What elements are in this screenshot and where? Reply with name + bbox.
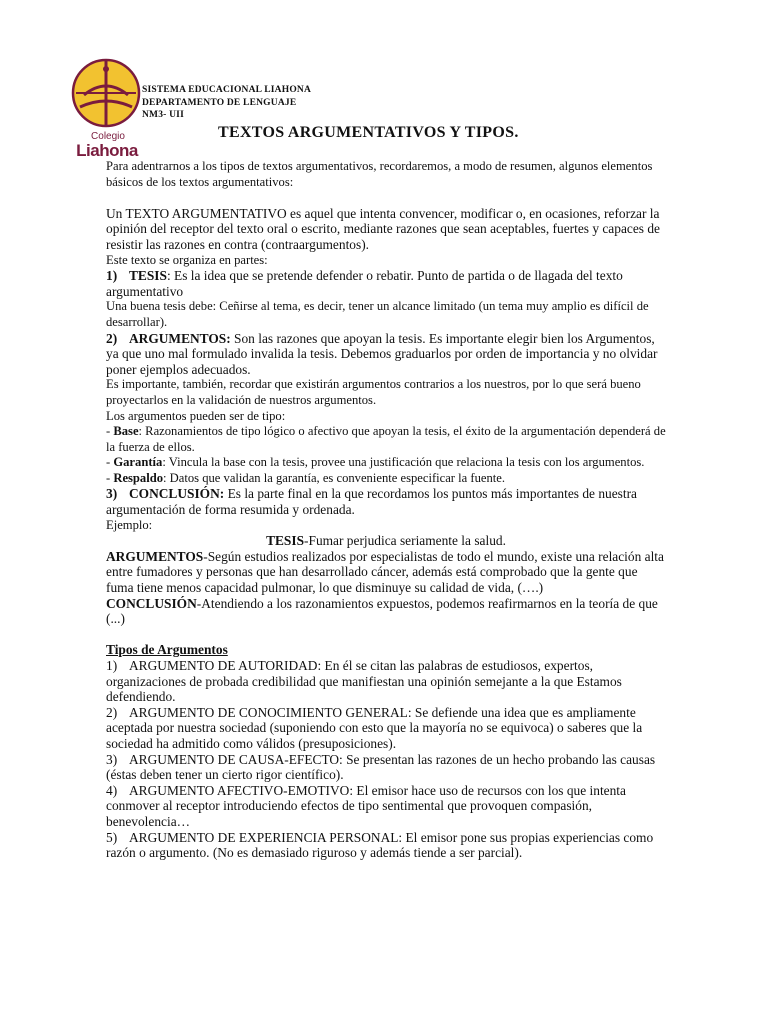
example-conclusion [106,596,666,627]
example-label: Ejemplo: [106,517,153,532]
liahona-emblem-icon [70,55,142,135]
argumentos-number: 2) [106,330,118,346]
argument-type-item [106,658,666,705]
argument-type-garantia [106,455,666,471]
argumentos-label: ARGUMENTOS: [129,330,231,346]
title-dot: . [514,124,519,141]
item-text: ARGUMENTO AFECTIVO-EMOTIVO: El emisor hace uso de recursos con los que intenta conmover al receptor introduciendo efectos de tipo sentimental que provoquen compasión, benevolencia… [106,782,626,829]
example-argumentos-label: ARGUMENTOS [106,548,204,564]
school-logo [70,55,142,160]
item-number: 2) [106,704,118,720]
argument-type-base [106,424,666,455]
item-text: ARGUMENTO DE AUTORIDAD: En él se citan las palabras de estudiosos, expertos, organizaciones de probada credibilidad que manifiestan una opinión semejante a la que Estamos defendiendo. [106,658,622,705]
item-number: 1) [106,658,118,673]
item-text: ARGUMENTO DE CAUSA-EFECTO: Se presentan las razones de un hecho probando las causas (éstas deben tener un cierto rigor científico). [106,751,656,783]
conclusion-label: CONCLUSIÓN: [129,486,225,502]
logo-text-liahona: Liahona [76,141,138,160]
argument-type-item [106,752,666,783]
argument-type-respaldo [106,471,666,487]
argumentos-note-2: Los argumentos pueden ser de tipo: [106,408,286,423]
argumentos-note-1: Es importante, también, recordar que existirán argumentos contrarios a los nuestros, por lo que será bueno proyectarlos en la validación de nuestros argumentos. [106,377,641,407]
definition-paragraph: Un TEXTO ARGUMENTATIVO es aquel que intenta convencer, modificar o, en ocasiones, reforzar la opinión del receptor del texto oral o escrito, mediante razones que sean aceptables, fuertes y capaces de resistir las razones en contra (contraargumentos). [106,205,660,252]
header-institution: SISTEMA EDUCACIONAL LIAHONA [142,85,312,95]
item-text: ARGUMENTO DE CONOCIMIENTO GENERAL: Se defiende una idea que es ampliamente aceptada por nuestra sociedad (suponiendo con esto que la mayoría no se equivoca) o saberes que la sociedad ha admitido como válidos (presuposiciones). [106,704,643,751]
intro-paragraph: Para adentrarnos a los tipos de textos argumentativos, recordaremos, a modo de resumen, algunos elementos básicos de los textos argumentativos: [106,159,653,189]
parts-intro: Este texto se organiza en partes: [106,252,268,267]
example-argumentos [106,549,666,596]
item-number: 5) [106,829,118,845]
item-number: 3) [106,751,118,767]
argument-type-item [106,830,666,861]
conclusion-number: 3) [106,486,118,502]
tesis-text: : Es la idea que se pretende defender o rebatir. Punto de partida o de llagada del texto argumentativo [106,268,623,299]
type-label-respaldo: Respaldo [113,470,164,485]
example-argumentos-text: -Según estudios realizados por especialistas de todo el mundo, existe una relación alta entre fumadores y personas que han desarrollado cáncer, además está comprobado que la gente que fuma tiene menos capacidad pulmonar, lo que disminuye su calidad de vida, (….) [106,548,664,596]
logo-text-colegio: Colegio [91,131,125,142]
page-title [218,124,519,142]
tesis-label: TESIS [129,268,167,284]
argument-type-item [106,705,666,752]
example-tesis-text: -Fumar perjudica seriamente la salud. [304,533,506,549]
type-label-base: Base [113,424,139,439]
type-prefix: - [106,455,114,470]
document-body [106,159,666,861]
type-label-garantia: Garantía [113,455,163,470]
title-text: TEXTOS ARGUMENTATIVOS Y TIPOS [218,124,515,141]
tesis-note: Una buena tesis debe: Ceñirse al tema, es decir, tener un alcance limitado (un tema muy amplio es difícil de desarrollar). [106,299,649,329]
argumentos-item [106,331,666,378]
types-heading-text: Tipos de Argumentos [106,642,228,658]
tesis-number: 1) [106,268,118,284]
type-text-respaldo: : Datos que validan la garantía, es conveniente especificar la fuente. [163,470,506,485]
conclusion-text: Es la parte final en la que recordamos los puntos más importantes de nuestra argumentación de forma resumida y ordenada. [106,486,637,518]
type-text-garantia: : Vincula la base con la tesis, provee una justificación que relaciona la tesis con los argumentos. [162,455,645,470]
item-text: ARGUMENTO DE EXPERIENCIA PERSONAL: El emisor pone sus propias experiencias como razón o argumento. (No es demasiado riguroso y además tiende a ser parcial). [106,829,654,861]
example-tesis [106,533,666,549]
types-heading [106,642,666,658]
example-conclusion-text: -Atendiendo a los razonamientos expuestos, podemos reafirmarnos en la teoría de que (...) [106,595,658,627]
argumentos-text: Son las razones que apoyan la tesis. Es importante elegir bien los Argumentos, ya que uno mal formulado invalida la tesis. Debemos graduarlos por orden de importancia y no olvidar poner ejemplos adecuados. [106,330,658,377]
header-department: DEPARTAMENTO DE LENGUAJE [142,97,297,108]
type-text-base: : Razonamientos de tipo lógico o afectivo que apoyan la tesis, el éxito de la argumentación dependerá de la fuerza de ellos. [106,424,666,454]
item-number: 4) [106,782,118,798]
document-header [142,84,311,122]
type-prefix: - [106,424,114,439]
example-conclusion-label: CONCLUSIÓN [106,595,197,611]
conclusion-item [106,486,666,517]
type-prefix: - [106,470,114,485]
example-tesis-label: TESIS [266,533,305,549]
header-level: NM3- UII [142,110,184,120]
tesis-item [106,268,666,299]
argument-type-item [106,783,666,830]
